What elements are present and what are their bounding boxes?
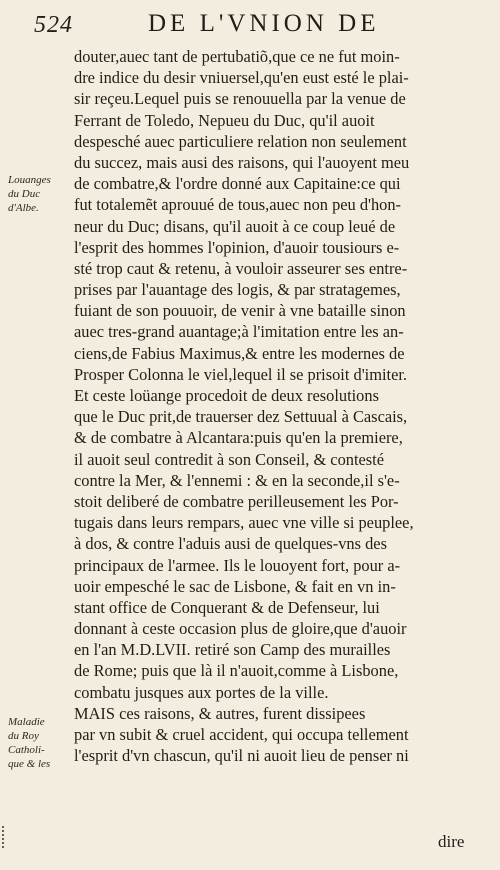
margin-note-line: du Roy — [8, 730, 39, 742]
text-line: l'esprit des hommes l'opinion, d'auoir tousiours e- — [74, 237, 400, 257]
text-line: dre indice du desir vniuersel,qu'en eust esté le plai- — [74, 68, 409, 88]
margin-note-maladie — [8, 715, 76, 771]
text-line: l'esprit d'vn chascun, qu'il ni auoit lieu de penser ni — [74, 746, 409, 766]
text-line: contre la Mer, & l'ennemi : & en la seconde,il s'e- — [74, 470, 400, 490]
text-line: donnant à ceste occasion plus de gloire,que d'auoir — [74, 619, 407, 639]
text-line: Et ceste loüange procedoit de deux resolutions — [74, 386, 379, 405]
catchword: dire — [438, 832, 465, 851]
text-line: par vn subit & cruel accident, qui occupa tellement — [74, 725, 409, 744]
text-line: douter,auec tant de pertubatiõ,que ce ne fut moin- — [74, 47, 400, 66]
text-line: auec tres-grand auantage;à l'imitation entre les an- — [74, 322, 404, 342]
margin-note-line: Catholi- — [8, 744, 45, 756]
page-number: 524 — [34, 12, 73, 38]
text-line: il auoit seul contredit à son Conseil, & contesté — [74, 449, 384, 469]
running-head: DE L'VNION DE — [148, 10, 380, 37]
text-line: stant office de Conquerant & de Defenseur, lui — [74, 597, 380, 617]
text-line: uoir empesché le sac de Lisbone, & fait en vn in- — [74, 576, 396, 596]
page-edge-mark — [2, 826, 8, 848]
margin-note-line: du Duc — [8, 188, 41, 200]
text-line: de combatre,& l'ordre donné aux Capitaine:ce qui — [74, 174, 401, 194]
text-line: combatu jusques aux portes de la ville. — [74, 682, 329, 702]
text-line: ciens,de Fabius Maximus,& entre les modernes de — [74, 343, 405, 363]
text-line: despesché auec particuliere relation non seulement — [74, 131, 407, 151]
text-line: MAIS ces raisons, & autres, furent dissipees — [74, 703, 366, 723]
text-line: Prosper Colonna le viel,lequel il se prisoit d'imiter. — [74, 364, 407, 384]
margin-note-line: Maladie — [8, 716, 45, 728]
text-line: prises par l'auantage des logis, & par stratagemes, — [74, 280, 401, 300]
text-line: en l'an M.D.LVII. retiré son Camp des murailles — [74, 640, 391, 660]
margin-note-line: d'Albe. — [8, 202, 39, 214]
text-line: principaux de l'armee. Ils le louoyent fort, pour a- — [74, 555, 401, 575]
text-line: sir reçeu.Lequel puis se renouuella par la venue de — [74, 89, 406, 109]
margin-note-line: que & les — [8, 758, 51, 770]
margin-note-louanges — [8, 173, 76, 215]
text-line: neur du Duc; disans, qu'il auoit à ce coup leué de — [74, 216, 396, 236]
text-line: tugais dans leurs rempars, auec vne ville si peuplee, — [74, 513, 414, 533]
text-line: fuiant de son pouuoir, de venir à vne bataille sinon — [74, 301, 406, 321]
page-header — [0, 10, 500, 46]
text-line: du succez, mais ausi des raisons, qui l'auoyent meu — [74, 152, 410, 172]
text-line: fut totalemẽt aprouué de tous,auec non peu d'hon- — [74, 195, 402, 215]
text-line: que le Duc prit,de trauerser dez Settuual à Cascais, — [74, 407, 408, 427]
text-line: de Rome; puis que là il n'auoit,comme à Lisbone, — [74, 661, 399, 681]
text-line: Ferrant de Toledo, Nepueu du Duc, qu'il auoit — [74, 110, 375, 130]
body-text — [74, 46, 476, 766]
margin-note-line: Louanges — [8, 174, 51, 186]
text-line: à dos, & contre l'aduis ausi de quelques-vns des — [74, 534, 387, 554]
text-line: stoit deliberé de combatre perilleusement les Por- — [74, 491, 399, 511]
text-line: & de combatre à Alcantara:puis qu'en la premiere, — [74, 428, 403, 448]
text-line: sté trop caut & retenu, à vouloir asseurer ses entre- — [74, 258, 408, 278]
